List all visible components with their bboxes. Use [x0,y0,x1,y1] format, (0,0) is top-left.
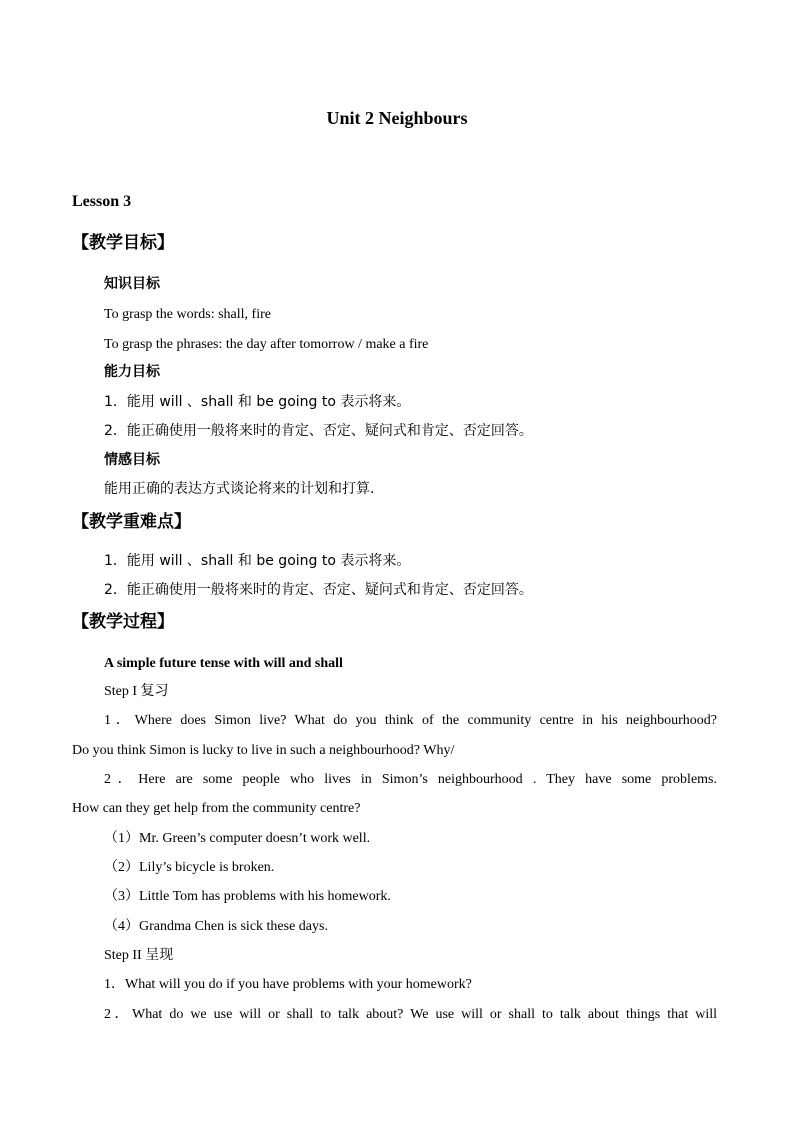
question-1-line-2: Do you think Simon is lucky to live in such a neighbourhood? Why/ [72,743,455,758]
step2-question-2: 2．What do we use will or shall to talk about? We use will or shall to talk about things that will [104,1007,717,1022]
step1-label: Step I 复习 [104,684,169,699]
problem-item-1: （1）Mr. Green’s computer doesn’t work well. [104,831,371,846]
question-2-line-1: 2．Here are some people who lives in Simon’s neighbourhood . They have some problems. [104,772,717,787]
key-point-2: 2．能正确使用一般将来时的肯定、否定、疑问式和肯定、否定回答。 [104,582,533,598]
ability-item-2: 2．能正确使用一般将来时的肯定、否定、疑问式和肯定、否定回答。 [104,423,533,439]
process-topic: A simple future tense with will and shall [104,656,343,671]
key-point-1: 1．能用 will 、shall 和 be going to 表示将来。 [104,553,411,569]
emotion-item-1: 能用正确的表达方式谈论将来的计划和打算. [104,481,375,497]
problem-item-4: （4）Grandma Chen is sick these days. [104,919,328,934]
section-heading-objectives: 【教学目标】 [72,233,174,253]
step2-question-1: 1．What will you do if you have problems with your homework? [104,977,472,992]
document-title: Unit 2 Neighbours [326,108,468,128]
knowledge-item-1: To grasp the words: shall, fire [104,307,271,322]
ability-item-1: 1．能用 will 、shall 和 be going to 表示将来。 [104,394,411,410]
lesson-heading: Lesson 3 [72,193,132,210]
emotion-label: 情感目标 [104,452,160,468]
problem-item-3: （3）Little Tom has problems with his homework. [104,889,391,904]
question-2-line-2: How can they get help from the community centre? [72,801,361,816]
problem-item-2: （2）Lily’s bicycle is broken. [104,860,275,875]
section-heading-key-points: 【教学重难点】 [72,512,191,532]
step2-label: Step II 呈现 [104,948,174,963]
knowledge-item-2: To grasp the phrases: the day after tomorrow / make a fire [104,337,429,352]
section-heading-process: 【教学过程】 [72,612,174,632]
ability-label: 能力目标 [104,364,160,380]
knowledge-label: 知识目标 [104,276,160,292]
question-1-line-1: 1．Where does Simon live? What do you think of the community centre in his neighbourhood? [104,713,717,728]
